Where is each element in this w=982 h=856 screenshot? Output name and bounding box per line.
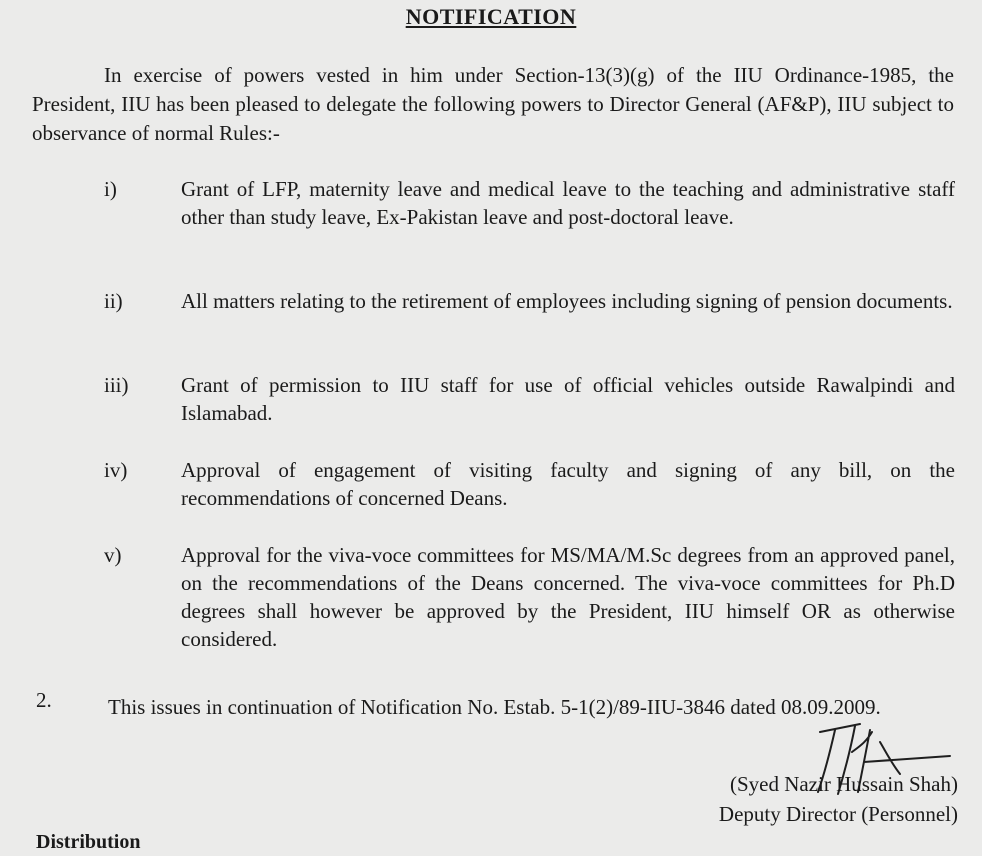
item-text: Approval for the viva-voce committees for MS/MA/M.Sc degrees from an approved panel, on the recommendations of the Deans concerned. The viva-voce committees for Ph.D degrees shall however be approved by the President, IIU himself OR as otherwise considered. bbox=[181, 543, 955, 651]
paragraph-number: 2. bbox=[36, 688, 52, 712]
page-title: NOTIFICATION bbox=[405, 4, 577, 29]
item-number: v) bbox=[104, 543, 122, 567]
continuation-paragraph: This issues in continuation of Notification No. Estab. 5-1(2)/89-IIU-3846 dated 08.09.2009. bbox=[108, 695, 881, 719]
item-text: All matters relating to the retirement of employees including signing of pension documents. bbox=[181, 289, 953, 313]
item-text: Grant of permission to IIU staff for use of official vehicles outside Rawalpindi and Islamabad. bbox=[181, 373, 955, 425]
signatory-name: (Syed Nazir Hussain Shah) bbox=[729, 772, 958, 796]
item-text: Approval of engagement of visiting faculty and signing of any bill, on the recommendations of concerned Deans. bbox=[181, 458, 955, 510]
signatory-designation: Deputy Director (Personnel) bbox=[718, 802, 958, 826]
intro-paragraph: In exercise of powers vested in him under Section-13(3)(g) of the IIU Ordinance-1985, the President, IIU has been pleased to delegate the following powers to Director General (AF&P), IIU subject to observance of normal Rules:- bbox=[32, 63, 954, 145]
item-number: i) bbox=[104, 177, 117, 201]
item-number: iv) bbox=[104, 458, 128, 482]
item-text: Grant of LFP, maternity leave and medical leave to the teaching and administrative staff other than study leave, Ex-Pakistan leave and post-doctoral leave. bbox=[181, 177, 955, 229]
item-number: ii) bbox=[104, 289, 123, 313]
distribution-heading: Distribution bbox=[36, 831, 141, 853]
item-number: iii) bbox=[104, 373, 129, 397]
